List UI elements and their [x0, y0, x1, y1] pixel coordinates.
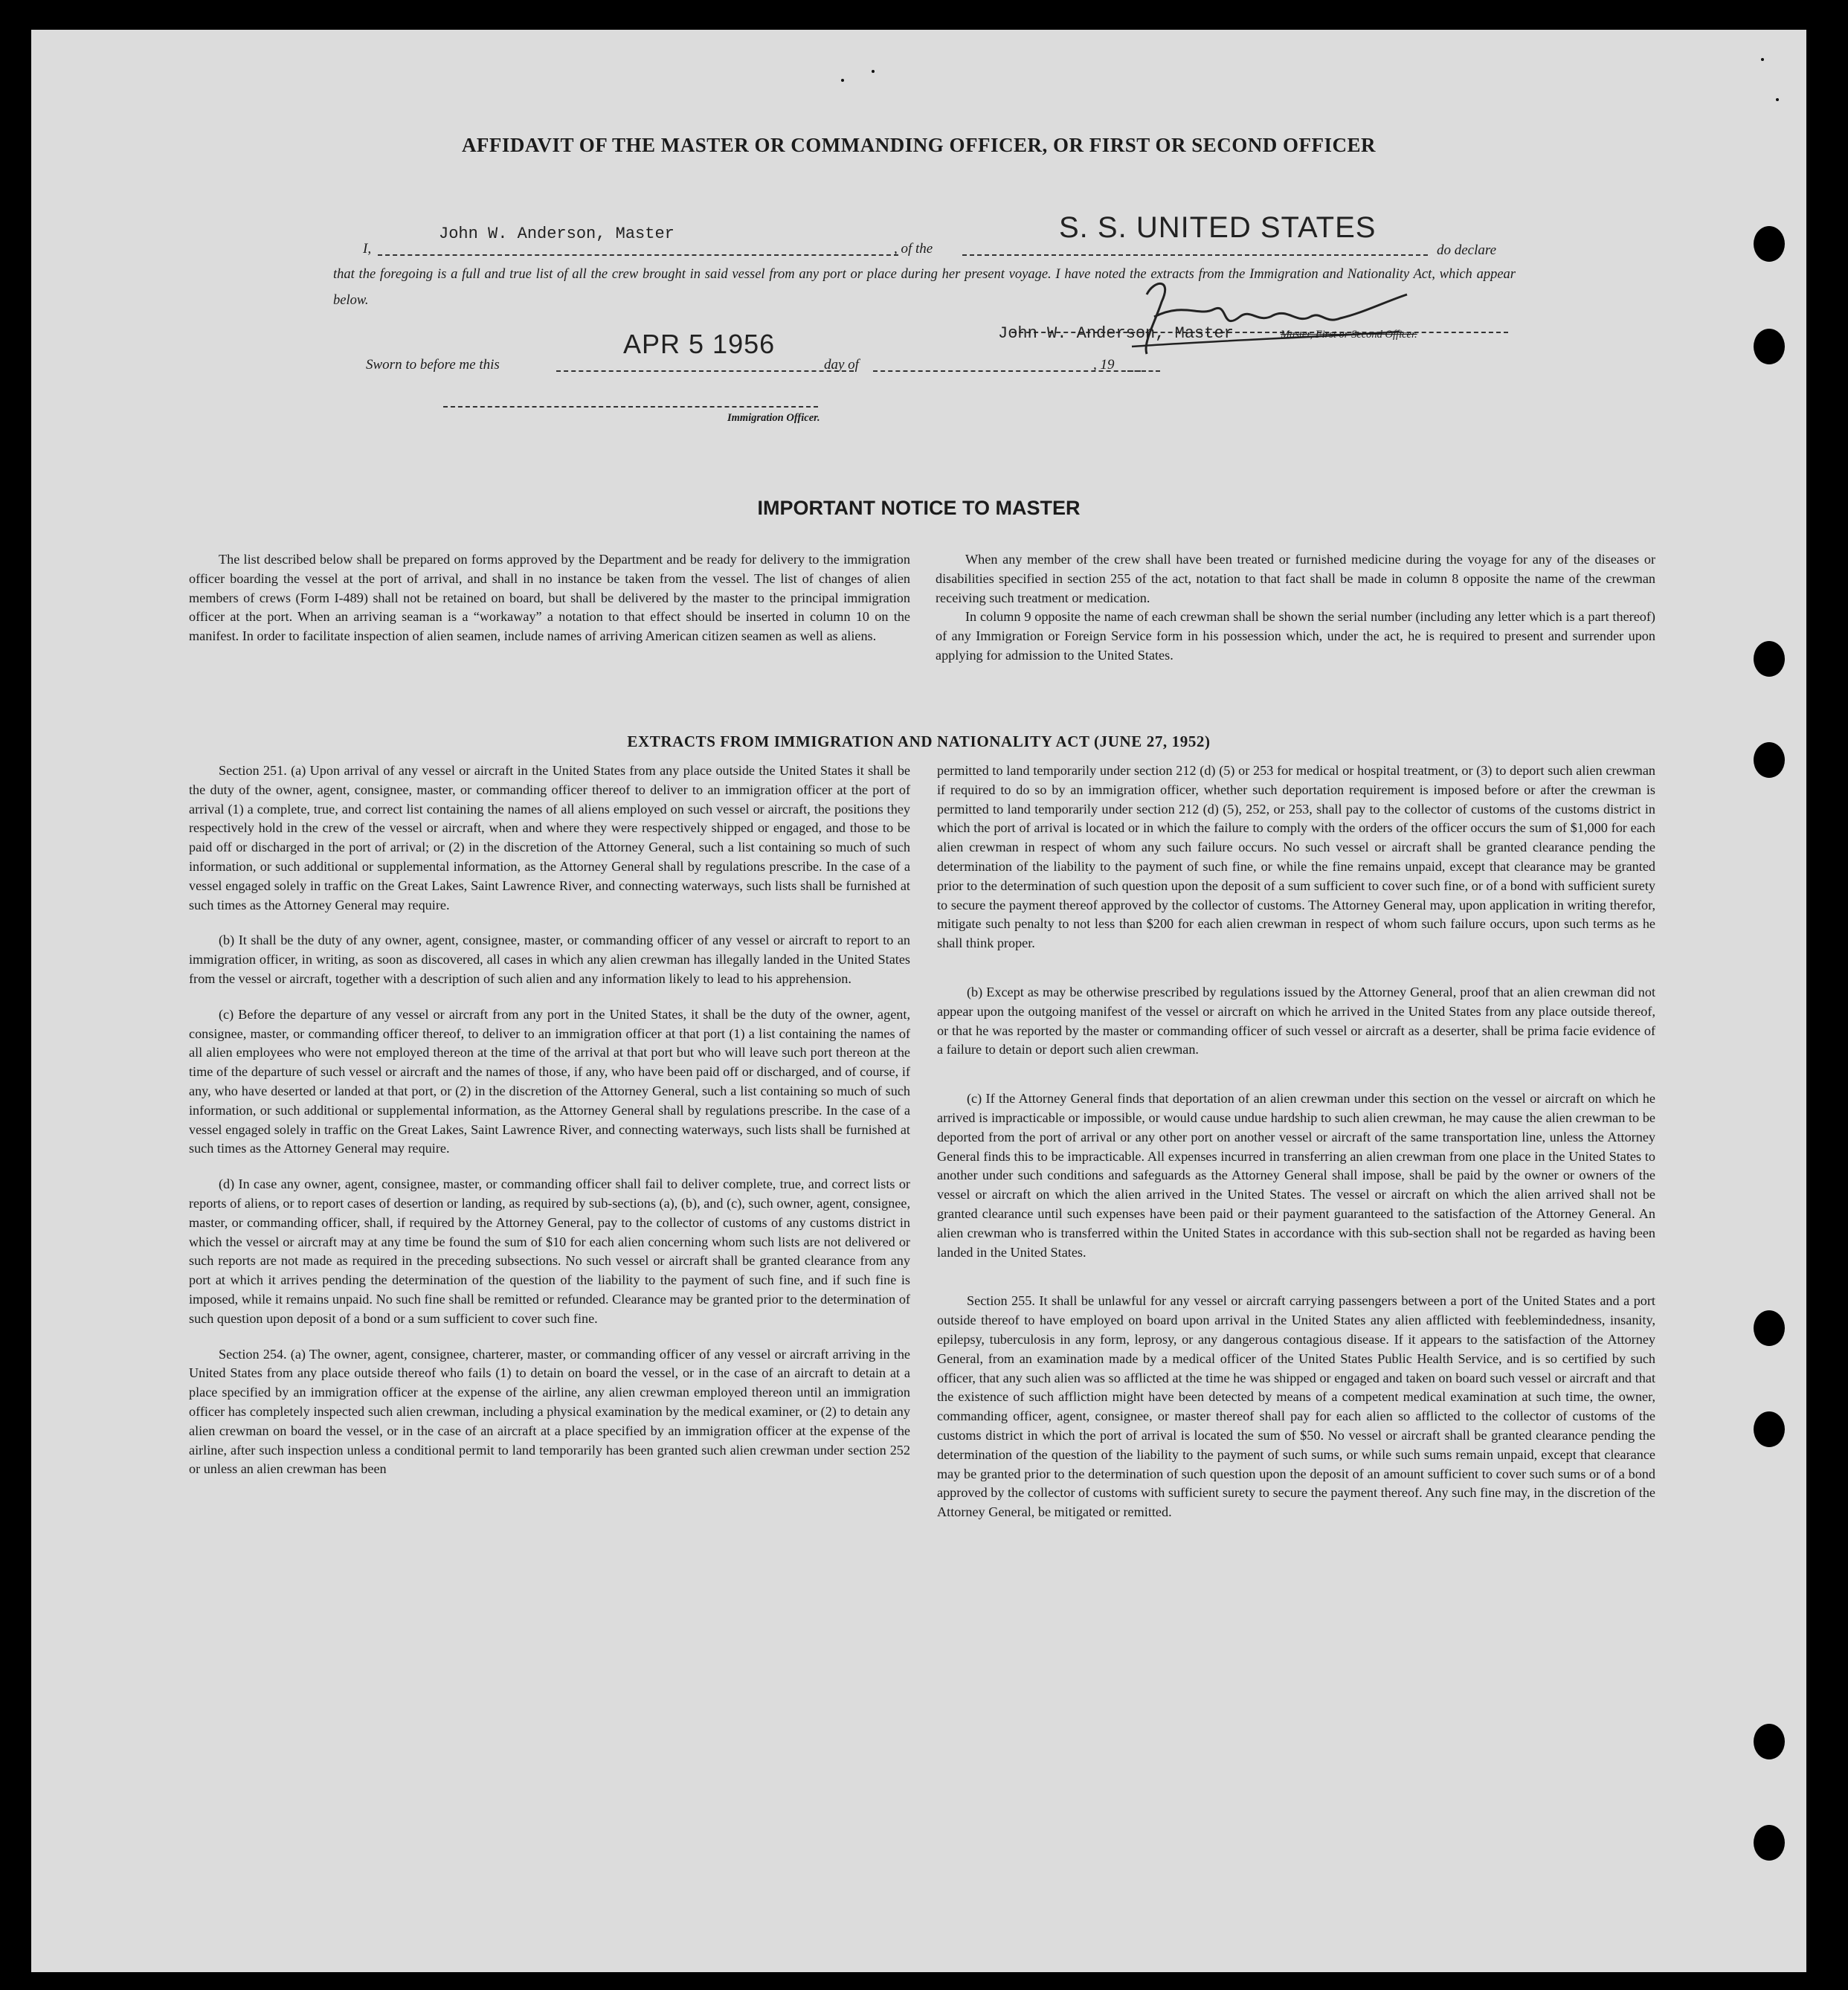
- vessel-line: [962, 254, 1428, 256]
- notice-left-paragraph: The list described below shall be prepared on forms approved by the Department and be ready for delivery to the immigration officer boarding the vessel at the port of arrival, and shall in no instance be taken from the vessel. The list of changes of alien members of crews (Form I-489) shall not be retained on board, but shall be delivered by the master to the principal immigration officer at the port. When an arriving seaman is a “workaway” a notation to that effect should be inserted in column 10 on the manifest. In order to facilitate inspection of alien seamen, include names of arriving American citizen seamen as well as aliens.: [189, 552, 910, 644]
- master-name-typed: John W. Anderson, Master: [439, 225, 675, 243]
- do-declare-label: do declare: [1437, 242, 1497, 258]
- punch-hole: [1754, 641, 1785, 677]
- extracts-title: EXTRACTS FROM IMMIGRATION AND NATIONALITY ACT (JUNE 27, 1952): [627, 732, 1211, 750]
- day-of-label: day of: [824, 357, 859, 373]
- extracts-right-column: [937, 761, 1655, 1522]
- section-254b: (b) Except as may be otherwise prescribed by regulations issued by the Attorney General, proof that an alien crewman did not appear upon the outgoing manifest of the vessel or aircraft on which he arrived in the United States from any place outside thereof, or that he was reported by the master or commanding officer of such vessel or aircraft as a deserter, shall be prima facie evidence of a failure to detain or deport such alien crewman.: [937, 984, 1655, 1057]
- handwritten-signature: [1102, 272, 1414, 361]
- document-page: [31, 30, 1806, 1972]
- sworn-line: [556, 370, 854, 372]
- punch-hole: [1754, 1310, 1785, 1346]
- section-254c: (c) If the Attorney General finds that deportation of an alien crewman under this section on the vessel or aircraft on which he arrived is impracticable or impossible, or would cause undue hardship to such alien crewman, he may cause the alien crewman to be deported from the port of arrival or any other port on another vessel or aircraft of the same transportation line, unless the Attorney General finds this to be impracticable. All expenses incurred in transferring an alien crewman from one place in the United States to another under such conditions and safeguards as the Attorney General shall impose, shall be paid by the owner or owners of the vessel or aircraft on which the alien arrived in the United States. The vessel or aircraft on which the alien arrived shall not be granted clearance until such expenses have been paid or their payment guaranteed to the satisfaction of the Attorney General. An alien crewman who is transferred within the United States in accordance with this sub-section shall not be regarded as having been landed in the United States.: [937, 1091, 1655, 1260]
- punch-hole: [1754, 1724, 1785, 1759]
- notice-right-paragraph-2: In column 9 opposite the name of each crewman shall be shown the serial number (including any letter which is a part thereof) of any Immigration or Foreign Service form in his possession which, under the act, he is required to present and surrender upon applying for admission to the United States.: [936, 609, 1655, 663]
- notice-left-column: [189, 550, 910, 646]
- scan-speck: [872, 70, 875, 73]
- affidavit-title: AFFIDAVIT OF THE MASTER OR COMMANDING OFFICER, OR FIRST OR SECOND OFFICER: [461, 134, 1377, 156]
- scan-speck: [1761, 58, 1764, 61]
- punch-hole: [1754, 1825, 1785, 1861]
- scan-speck: [841, 79, 844, 82]
- section-254a: Section 254. (a) The owner, agent, consignee, charterer, master, or commanding officer of any vessel or aircraft arriving in the United States from any place outside thereof who fails (1) to detain on board the vessel, or in the case of an aircraft to detain at a place specified by an immigration officer at the expense of the airline, any alien crewman employed thereon until an immigration officer has completely inspected such alien crewman, including a physical examination by the medical examiner, or (2) to detain any alien crewman on board the vessel, or in the case of an aircraft at a place specified by an immigration officer at the expense of the airline, after such inspection unless a conditional permit to land temporarily has been granted such alien crewman under section 252 or unless an alien crewman has been: [189, 1346, 910, 1477]
- punch-hole: [1754, 226, 1785, 262]
- signature-title-struck: Master, First or Second Officer.: [1281, 329, 1417, 341]
- year-line: [1127, 370, 1160, 372]
- sworn-date-stamp: APR 5 1956: [623, 329, 776, 359]
- notice-title: IMPORTANT NOTICE TO MASTER: [757, 497, 1081, 519]
- sworn-label: Sworn to before me this: [366, 357, 500, 373]
- extracts-left-column: [189, 761, 910, 1479]
- immigration-officer-label: Immigration Officer.: [727, 412, 820, 424]
- name-line: [378, 254, 898, 256]
- section-251a: Section 251. (a) Upon arrival of any vessel or aircraft in the United States from any place outside the United States it shall be the duty of the owner, agent, consignee, master, or commanding officer thereof to deliver to an immigration officer at the port of arrival (1) a complete, true, and correct list containing the names of all aliens employed on such vessel or aircraft, the positions they respectively hold in the crew of the vessel or aircraft, when and where they were respectively shipped or engaged, and those to be paid off or discharged in the port of arrival; or (2) in the discretion of the Attorney General, such a list containing so much of such information, or such additional or supplemental information, as the Attorney General shall by regulations prescribe. In the case of a vessel engaged solely in traffic on the Great Lakes, Saint Lawrence River, and connecting waterways, such lists shall be furnished at such times as the Attorney General may require.: [189, 763, 910, 912]
- officer-line: [443, 406, 818, 408]
- year-label: , 19: [1093, 357, 1115, 373]
- signature-typed: John W. Anderson, Master: [998, 324, 1234, 343]
- section-254a-continued: permitted to land temporarily under section 212 (d) (5) or 253 for medical or hospital treatment, or (3) to deport such alien crewman if required to do so by an immigration officer, whether such deportation requirement is imposed before or after the crewman is permitted to land temporarily under section 212 (d) (5), 252, or 253, shall pay to the collector of customs of the customs district in which the port of arrival is located or in which the failure to comply with the orders of the officer occurs the sum of $1,000 for each alien crewman in respect of whom any such failure occurs. No such vessel or aircraft shall be granted clearance pending the determination of the liability to the payment of such fine, or while the fine remains unpaid, except that clearance may be granted prior to the determination of such question upon the deposit of a sum sufficient to cover such fine, or of a bond with sufficient surety to secure the payment thereof approved by the collector of customs. The Attorney General may, upon application in writing therefor, mitigate such penalty to not less than $200 for each alien crewman in respect of whom such failure occurs, upon such terms as he shall think proper.: [937, 763, 1655, 951]
- notice-right-paragraph-1: When any member of the crew shall have been treated or furnished medicine during the voyage for any of the diseases or disabilities specified in section 255 of the act, notation to that fact shall be made in column 8 opposite the name of the crewman receiving such treatment or medication.: [936, 552, 1655, 605]
- section-251d: (d) In case any owner, agent, consignee, master, or commanding officer shall fail to deliver complete, true, and correct lists or reports of aliens, or to report cases of desertion or landing, as required by sub-sections (a), (b), and (c), such owner, agent, consignee, master, or commanding officer, shall, if required by the Attorney General, pay to the collector of customs of any customs district in which the vessel or aircraft may at any time be found the sum of $10 for each alien concerning whom such lists are not delivered or such reports are not made as required in the preceding subsections. No such vessel or aircraft shall be granted clearance from any port at which it arrives pending the determination of the question of the liability to the payment of such fine, and if such fine is imposed, while it remains unpaid. No such fine shall be remitted or refunded. Clearance may be granted prior to the determination of such question upon deposit of a bond or a sum sufficient to cover such fine.: [189, 1176, 910, 1326]
- scan-speck: [1776, 98, 1779, 101]
- i-label: I,: [363, 241, 372, 257]
- punch-hole: [1754, 329, 1785, 364]
- section-251c: (c) Before the departure of any vessel or aircraft from any port in the United States, it shall be the duty of the owner, agent, consignee, master, or commanding officer thereof, to deliver to an immigration officer at that port (1) a list containing the names of all alien employees who were not employed thereon at the time of the arrival at that port but who will leave such port thereon at the time of the departure of such vessel or aircraft and the names of those, if any, who have been paid off or discharged, and of course, if any, who have deserted or landed at that port, or (2) in the discretion of the Attorney General, such a list containing so much of such information, or such additional or supplemental information, as the Attorney General shall by regulations prescribe. In the case of a vessel engaged solely in traffic on the Great Lakes, Saint Lawrence River, and connecting waterways, such lists shall be furnished at such times as the Attorney General may require.: [189, 1006, 910, 1156]
- notice-right-column: [936, 550, 1655, 666]
- punch-hole: [1754, 1411, 1785, 1447]
- of-the-label: , of the: [894, 241, 933, 257]
- declaration-text: that the foregoing is a full and true list of all the crew brought in said vessel from any port or place during her present voyage. I have noted the extracts from the Immigration and Nationality Act, which appear below.: [333, 267, 1516, 308]
- section-251b: (b) It shall be the duty of any owner, agent, consignee, master, or commanding officer of any vessel or aircraft to report to an immigration officer, in writing, as soon as discovered, all cases in which any alien crewman has illegally landed in the United States from the vessel or aircraft, together with a description of such alien and any information likely to lead to his apprehension.: [189, 933, 910, 986]
- vessel-name: S. S. UNITED STATES: [1059, 211, 1377, 244]
- section-255: Section 255. It shall be unlawful for any vessel or aircraft carrying passengers between a port of the United States and a port outside thereof to have employed on board upon arrival in the United States any alien afflicted with feeblemindedness, insanity, epilepsy, tuberculosis in any form, leprosy, or any dangerous contagious disease. If it appears to the satisfaction of the Attorney General, from an examination made by a medical officer of the United States Public Health Service, and is so certified by such officer, that any such alien was so afflicted at the time he was shipped or engaged and taken on board such vessel or aircraft and that the existence of such affliction might have been detected by means of a competent medical examination at such time, the owner, commanding officer, agent, consignee, or master thereof shall pay for each alien so afflicted to the collector of customs of the customs district in which the port of arrival is located the sum of $50. No vessel or aircraft shall be granted clearance pending the determination of the question of the liability to the payment of such sums, or while such sums remain unpaid, except that clearance may be granted prior to the determination of such question upon the deposit of an amount sufficient to cover such sums or of a bond approved by the collector of customs with sufficient surety to secure the payment thereof. Any such fine may, in the discretion of the Attorney General, be mitigated or remitted.: [937, 1293, 1655, 1520]
